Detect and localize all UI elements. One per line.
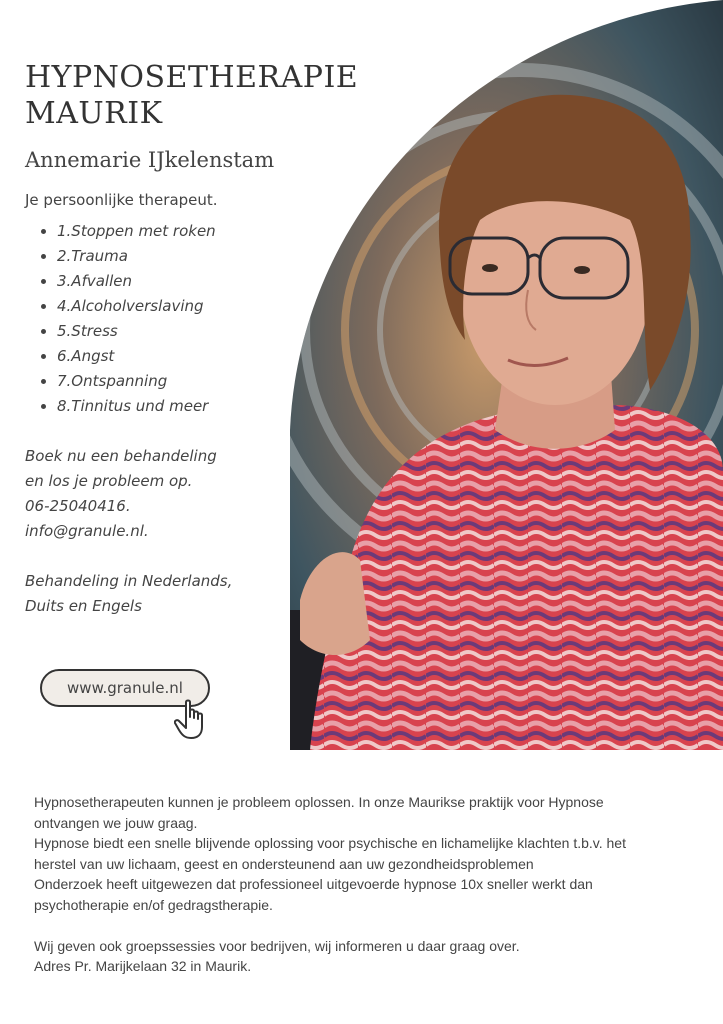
address-line: Adres Pr. Marijkelaan 32 in Maurik. <box>34 958 252 974</box>
description-line: Wij geven ook groepssessies voor bedrijven, wij informeren u daar graag over. <box>34 937 520 954</box>
description-spacer <box>34 915 694 936</box>
language-line: Behandeling in Nederlands, <box>25 572 233 590</box>
service-item: • 4.Alcoholverslaving <box>57 294 216 319</box>
description-line: Onderzoek heeft uitgewezen dat professioneel uitgevoerde hypnose 10x sneller werkt dan <box>34 876 593 892</box>
language-line: Duits en Engels <box>25 597 142 615</box>
description-text <box>34 792 694 977</box>
service-item: • 7.Ontspanning <box>57 369 216 394</box>
email-address: info@granule.nl. <box>25 522 149 540</box>
description-line: Hypnose biedt een snelle blijvende oplossing voor psychische en lichamelijke klachten t.b.v. het <box>34 835 626 851</box>
service-item: • 3.Afvallen <box>57 269 216 294</box>
title-line-2: MAURIK <box>25 96 163 131</box>
description-line: psychotherapie en/of gedragstherapie. <box>34 896 273 913</box>
description-line: Hypnosetherapeuten kunnen je probleem oplossen. In onze Maurikse praktijk voor Hypnose <box>34 794 604 810</box>
website-button-label: www.granule.nl <box>67 679 183 697</box>
service-item: • 2.Trauma <box>57 244 216 269</box>
booking-info <box>25 444 232 619</box>
booking-spacer <box>25 544 232 569</box>
service-item: • 6.Angst <box>57 344 216 369</box>
tagline: Je persoonlijke therapeut. <box>25 191 218 209</box>
description-line: ontvangen we jouw graag. <box>34 814 198 831</box>
title-line-1: HYPNOSETHERAPIE <box>25 60 359 95</box>
service-item: • 8.Tinnitus und meer <box>57 394 216 419</box>
page-title <box>25 60 365 132</box>
phone-number: 06-25040416. <box>25 497 131 515</box>
booking-line: en los je probleem op. <box>25 472 193 490</box>
services-list <box>38 219 216 419</box>
service-item: • 5.Stress <box>57 319 216 344</box>
service-item: • 1.Stoppen met roken <box>57 219 216 244</box>
description-line: herstel van uw lichaam, geest en ondersteunend aan uw gezondheidsproblemen <box>34 855 534 872</box>
pointing-hand-icon <box>174 699 208 741</box>
booking-line: Boek nu een behandeling <box>25 447 217 465</box>
therapist-name: Annemarie IJkelenstam <box>25 148 275 172</box>
